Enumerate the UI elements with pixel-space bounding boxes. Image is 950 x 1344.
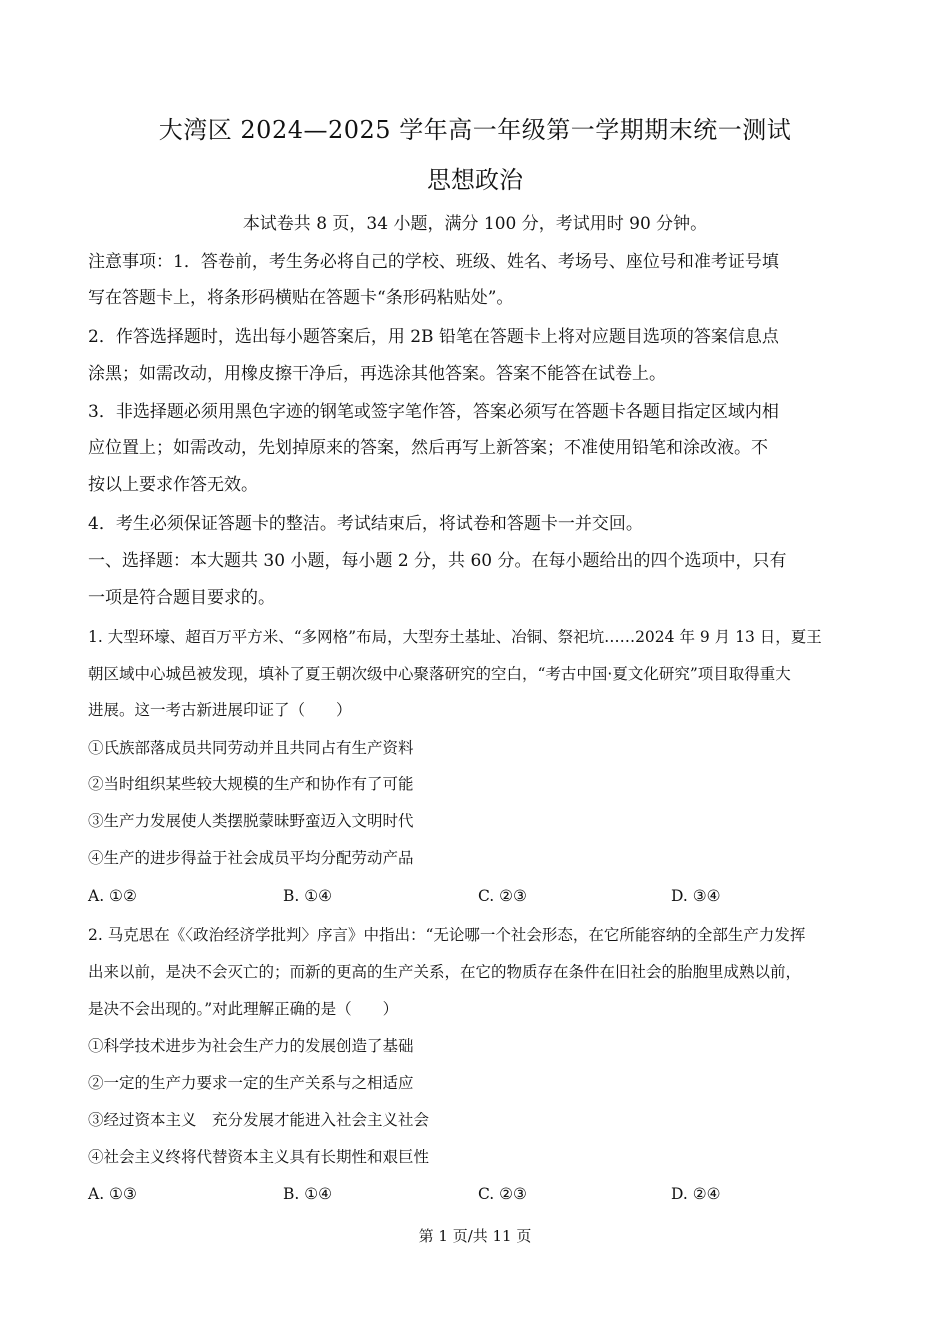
note-line: 3．非选择题必须用黑色字迹的钢笔或签字笔作答，答案必须写在答题卡各题目指定区域内相: [88, 402, 779, 422]
question-stem-line: 朝区域中心城邑被发现，填补了夏王朝次级中心聚落研究的空白，“考古中国·夏文化研究”项目取得重大: [88, 665, 791, 683]
section-heading: 一项是符合题目要求的。: [88, 588, 275, 608]
option-a: A. ①②: [88, 887, 137, 905]
option-c: C. ②③: [478, 887, 527, 905]
note-line: 应位置上；如需改动，先划掉原来的答案，然后再写上新答案；不准使用铅笔和涂改液。不: [88, 438, 768, 458]
section-heading: 一、选择题：本大题共 30 小题，每小题 2 分，共 60 分。在每小题给出的四个选项中，只有: [88, 551, 787, 571]
note-line: 2．作答选择题时，选出每小题答案后，用 2B 铅笔在答题卡上将对应题目选项的答案信息点: [88, 327, 779, 347]
subject-title: 思想政治: [427, 166, 523, 194]
note-line: 注意事项：1．答卷前，考生务必将自己的学校、班级、姓名、考场号、座位号和准考证号填: [88, 252, 779, 272]
page-number: 第 1 页/共 11 页: [418, 1227, 532, 1245]
note-line: 写在答题卡上，将条形码横贴在答题卡“条形码粘贴处”。: [88, 288, 514, 308]
question-stem-line: 1. 大型环壕、超百万平方米、“多网格”布局，大型夯土基址、冶铜、祭祀坑……2024 年 9 月 13 日，夏王: [88, 628, 822, 646]
statement: ③经过资本主义 充分发展才能进入社会主义社会: [88, 1111, 430, 1129]
option-a: A. ①③: [88, 1185, 137, 1203]
answer-options: [88, 1182, 878, 1206]
exam-info: 本试卷共 8 页，34 小题，满分 100 分，考试用时 90 分钟。: [242, 214, 708, 234]
option-d: D. ②④: [671, 1185, 721, 1203]
note-line: 4．考生必须保证答题卡的整洁。考试结束后，将试卷和答题卡一并交回。: [88, 514, 643, 534]
question-stem-line: 2. 马克思在《〈政治经济学批判〉序言》中指出：“无论哪一个社会形态，在它所能容纳的全部生产力发挥: [88, 926, 806, 944]
option-b: B. ①④: [283, 887, 333, 905]
option-d: D. ③④: [671, 887, 721, 905]
statement: ②当时组织某些较大规模的生产和协作有了可能: [88, 775, 414, 793]
question-stem-line: 是决不会出现的。”对此理解正确的是（ ）: [88, 1000, 399, 1018]
note-line: 涂黑；如需改动，用橡皮擦干净后，再选涂其他答案。答案不能答在试卷上。: [88, 364, 666, 384]
option-b: B. ①④: [283, 1185, 333, 1203]
statement: ③生产力发展使人类摆脱蒙昧野蛮迈入文明时代: [88, 812, 414, 830]
statement: ④生产的进步得益于社会成员平均分配劳动产品: [88, 849, 414, 867]
statement: ①科学技术进步为社会生产力的发展创造了基础: [88, 1037, 414, 1055]
note-line: 按以上要求作答无效。: [88, 475, 258, 495]
question-stem-line: 出来以前，是决不会灭亡的；而新的更高的生产关系，在它的物质存在条件在旧社会的胎胞里成熟以前，: [88, 963, 802, 981]
statement: ④社会主义终将代替资本主义具有长期性和艰巨性: [88, 1148, 430, 1166]
statement: ①氏族部落成员共同劳动并且共同占有生产资料: [88, 739, 414, 757]
answer-options: [88, 884, 878, 908]
exam-title: 大湾区 2024—2025 学年高一年级第一学期期末统一测试: [158, 116, 792, 144]
option-c: C. ②③: [478, 1185, 527, 1203]
statement: ②一定的生产力要求一定的生产关系与之相适应: [88, 1074, 414, 1092]
question-stem-line: 进展。这一考古新进展印证了（ ）: [88, 701, 352, 719]
